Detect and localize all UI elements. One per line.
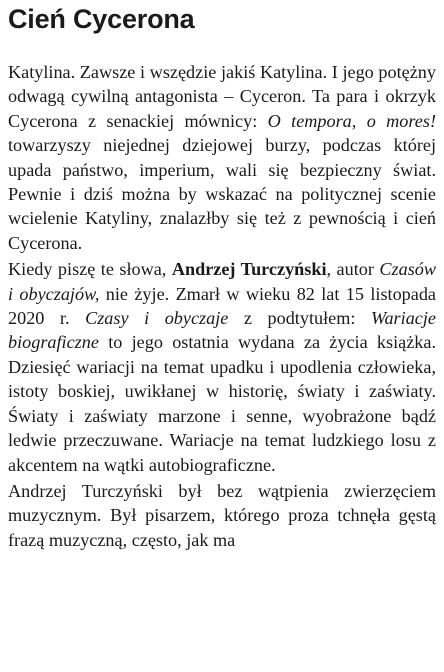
document-page: [8, 0, 436, 554]
paragraph-2-text-a: Kiedy piszę te słowa,: [8, 259, 172, 280]
paragraph-1: [8, 60, 436, 255]
latin-quote: O tempora, o mores!: [267, 110, 436, 131]
paragraph-2-text-d: z podtytułem:: [228, 308, 371, 329]
article-body: [8, 60, 436, 552]
paragraph-3: [8, 479, 436, 552]
paragraph-1-text-a: Katylina. Zawsze i wszędzie jakiś Katylina. I jego potężny odwagą cywilną antagonista – Cyceron. Ta para i okrzyk Cycerona z senackiej mównicy:: [8, 62, 436, 131]
book-title-2: Czasy i obyczaje: [85, 308, 229, 329]
book-title-1: Czasów i obyczajów,: [8, 259, 437, 304]
paragraph-3-text-a: Andrzej Turczyński był bez wątpienia zwierzęciem muzycznym. Był pisarzem, którego proza tchnęła gęstą frazą muzyczną, często, jak ma: [8, 480, 436, 550]
paragraph-2-text-e: to jego ostatnia wydana za życia książka. Dziesięć wariacji na temat upadku i upodlenia człowieka, istoty boskiej, uwikłanej w historię, światy i zaświaty. Światy i zaświaty marzone i senne, wyobrażone bądź ledwie przeczuwane. Wariacje na temat ludzkiego losu z akcentem na wątki autobiograficzne.: [8, 332, 436, 475]
article-title: Cień Cycerona: [8, 4, 195, 34]
author-name: Andrzej Turczyński: [171, 259, 327, 280]
paragraph-2-text-b: , autor: [326, 259, 380, 280]
paragraph-2: [8, 257, 436, 477]
book-subtitle: Wariacje biograficzne: [8, 308, 436, 353]
paragraph-2-text-c: nie żyje. Zmarł w wieku 82 lat 15 listopada 2020 r.: [8, 283, 437, 329]
paragraph-1-text-b: towarzyszy niejednej dziejowej burzy, podczas której upada państwo, imperium, wali się bezpieczny świat. Pewnie i dziś można by wskazać na politycznej scenie wcielenie Katyliny, znalazłby się też z pewnością i cień Cycerona.: [8, 135, 436, 253]
